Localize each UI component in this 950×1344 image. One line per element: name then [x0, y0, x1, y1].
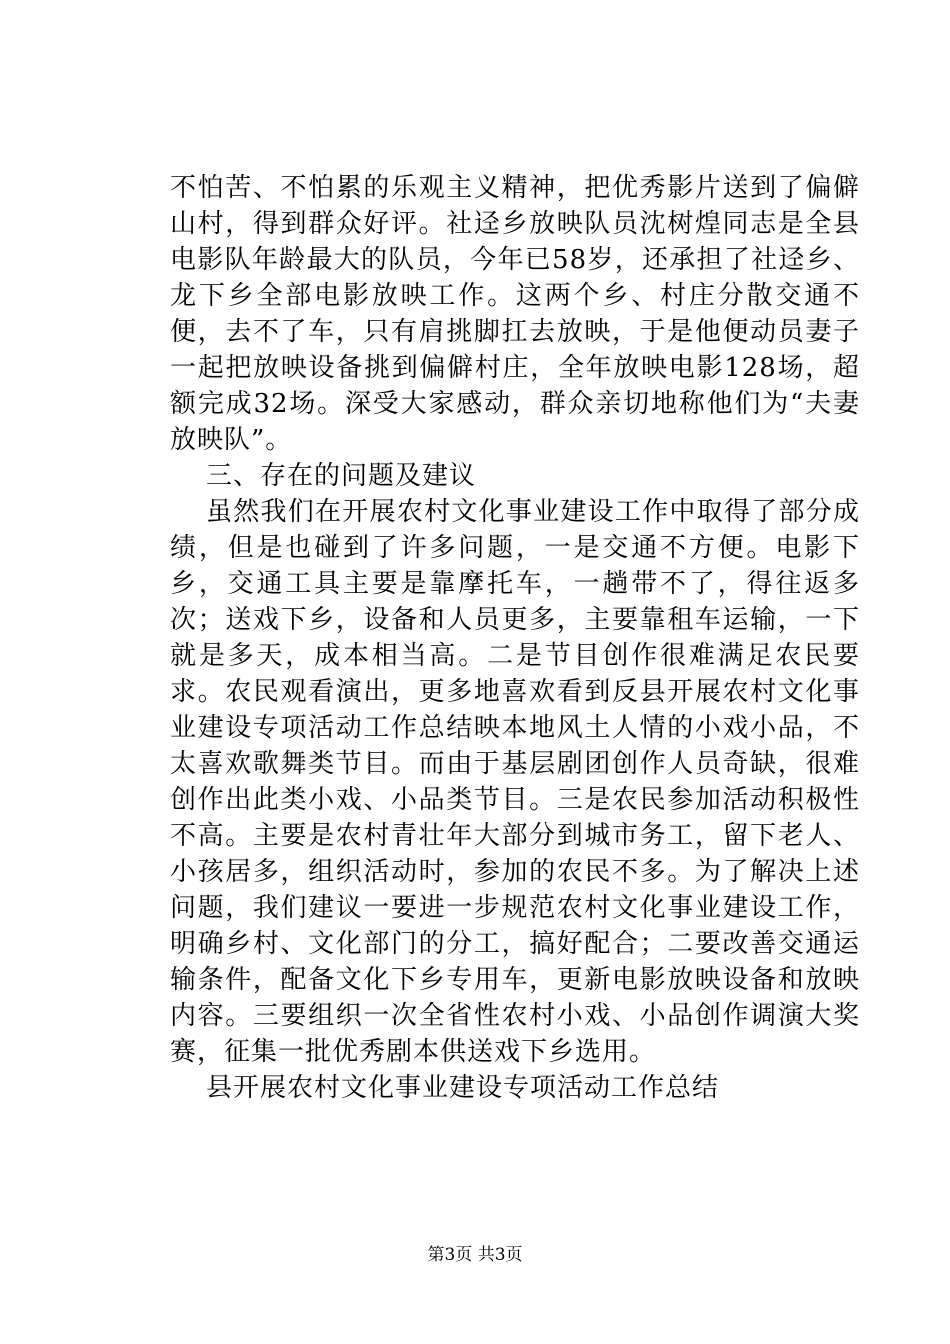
section-heading: 三、存在的问题及建议 [206, 461, 477, 491]
closing-title: 县开展农村文化事业建设专项活动工作总结 [206, 1073, 720, 1103]
document-body [170, 170, 860, 1106]
page-footer: 第3页 共3页 [427, 1245, 523, 1265]
paragraph-continued: 不怕苦、不怕累的乐观主义精神，把优秀影片送到了偏僻山村，得到群众好评。社迳乡放映队员沈树煌同志是全县电影队年龄最大的队员，今年已58岁，还承担了社迳乡、龙下乡全部电影放映工作。这两个乡、村庄分散交通不便，去不了车，只有肩挑脚扛去放映，于是他便动员妻子一起把放映设备挑到偏僻村庄，全年放映电影128场，超额完成32场。深受大家感动，群众亲切地称他们为“夫妻放映队”。 [170, 173, 860, 455]
paragraph-problems: 虽然我们在开展农村文化事业建设工作中取得了部分成绩，但是也碰到了许多问题，一是交通不方便。电影下乡，交通工具主要是靠摩托车，一趟带不了，得往返多次；送戏下乡，设备和人员更多，主要靠租车运输，一下就是多天，成本相当高。二是节目创作很难满足农民要求。农民观看演出，更多地喜欢看到反县开展农村文化事业建设专项活动工作总结映本地风土人情的小戏小品，不太喜欢歌舞类节目。而由于基层剧团创作人员奇缺，很难创作出此类小戏、小品类节目。三是农民参加活动积极性不高。主要是农村青壮年大部分到城市务工，留下老人、小孩居多，组织活动时，参加的农民不多。为了解决上述问题，我们建议一要进一步规范农村文化事业建设工作，明确乡村、文化部门的分工，搞好配合；二要改善交通运输条件，配备文化下乡专用车，更新电影放映设备和放映内容。三要组织一次全省性农村小戏、小品创作调演大奖赛，征集一批优秀剧本供送戏下乡选用。 [170, 497, 860, 1067]
